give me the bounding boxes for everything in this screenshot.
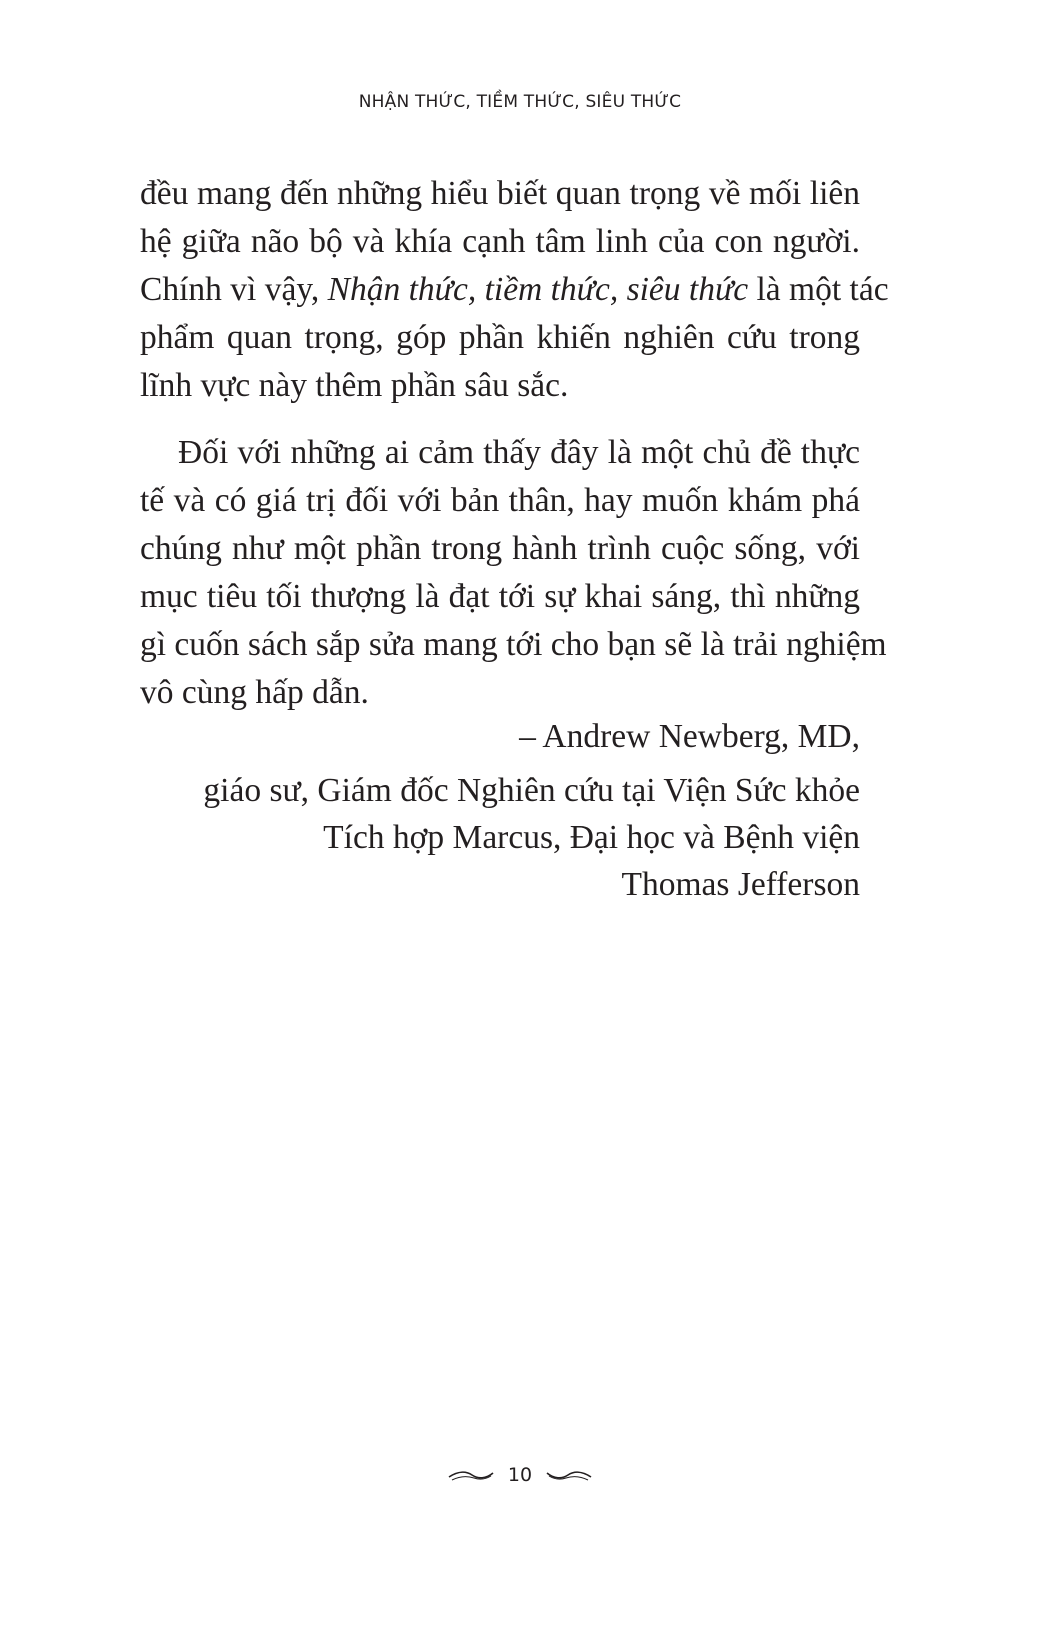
book-title-italic: Nhận thức, tiềm thức, siêu thức (327, 271, 749, 308)
attribution-affiliation (203, 767, 860, 908)
text-line (140, 266, 889, 314)
text-line: chúng như một phần trong hành trình cuộc sống, với (140, 530, 860, 567)
text-line: hệ giữa não bộ và khía cạnh tâm linh của con người. (140, 223, 860, 260)
attribution-author: – Andrew Newberg, MD, (519, 718, 860, 755)
text-line: đều mang đến những hiểu biết quan trọng về mối liên (140, 175, 860, 212)
page-number: 10 (507, 1464, 533, 1486)
text-line: lĩnh vực này thêm phần sâu sắc. (140, 367, 569, 404)
wave-flourish-icon (448, 1468, 494, 1482)
text-line: gì cuốn sách sắp sửa mang tới cho bạn sẽ là trải nghiệm (140, 626, 887, 663)
affiliation-line: Thomas Jefferson (621, 866, 860, 903)
running-header: NHẬN THỨC, TIỀM THỨC, SIÊU THỨC (358, 92, 682, 112)
text-line: tế và có giá trị đối với bản thân, hay muốn khám phá (140, 482, 860, 519)
text-line: Đối với những ai cảm thấy đây là một chủ đề thực (178, 434, 860, 471)
text-segment: Chính vì vậy, (140, 271, 328, 308)
paragraph-1 (140, 170, 889, 410)
paragraph-2 (140, 429, 887, 717)
page-footer (0, 1460, 1040, 1490)
text-line: vô cùng hấp dẫn. (140, 674, 369, 711)
text-segment: là một tác (748, 271, 889, 308)
text-line: phẩm quan trọng, góp phần khiến nghiên cứu trong (140, 319, 860, 356)
text-line: mục tiêu tối thượng là đạt tới sự khai sáng, thì những (140, 578, 860, 615)
affiliation-line: Tích hợp Marcus, Đại học và Bệnh viện (323, 819, 860, 856)
body-text (140, 170, 889, 717)
wave-flourish-icon (546, 1468, 592, 1482)
affiliation-line: giáo sư, Giám đốc Nghiên cứu tại Viện Sức khỏe (203, 772, 860, 809)
